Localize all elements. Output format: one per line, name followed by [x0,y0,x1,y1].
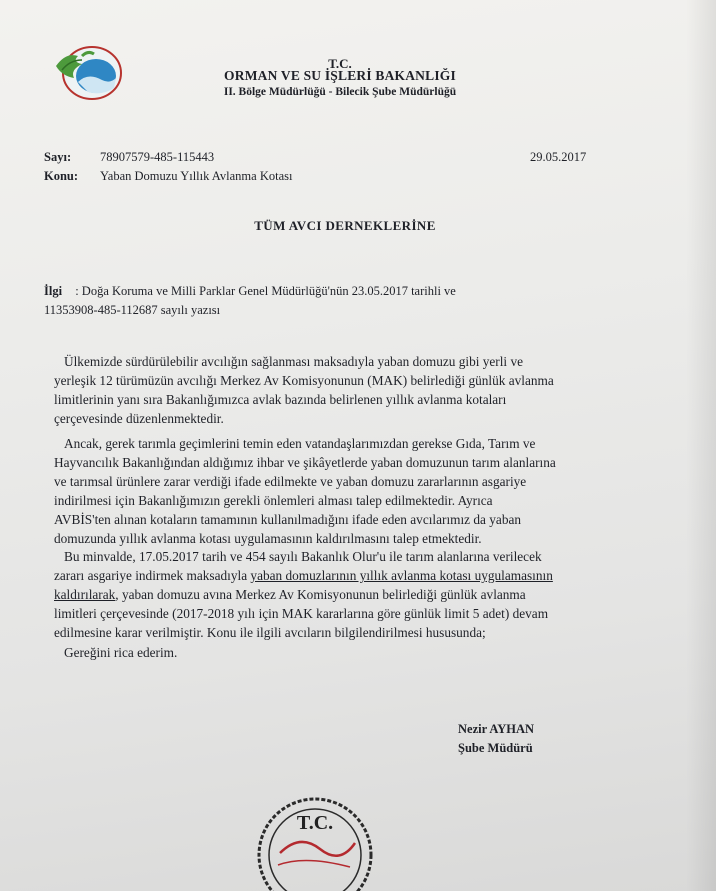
stamp-text: T.C. [296,812,334,834]
document-date: 29.05.2017 [530,150,587,164]
ministry-logo-icon [52,42,124,104]
para3-text: zararı asgariye indirmek maksadıyla [54,568,251,583]
ilgi-text-1: : Doğa Koruma ve Milli Parklar Genel Müdürlüğü'nün 23.05.2017 tarihli ve [75,284,456,298]
para1-line: Ülkemizde sürdürülebilir avcılığın sağlanması maksadıyla yaban domuzu gibi yerli ve [64,354,523,369]
para1-line: limitlerinin yanı sıra Bakanlığımızca avlak bazında belirlenen yıllık avlanma kotaları [54,392,507,407]
addressee-title: TÜM AVCI DERNEKLERİNE [254,218,436,233]
header-unit: II. Bölge Müdürlüğü - Bilecik Şube Müdürlüğü [223,86,457,98]
konu-value: Yaban Domuzu Yıllık Avlanma Kotası [100,169,293,183]
paragraph-2 [54,434,614,548]
sayi-label: Sayı: [44,150,72,164]
para3-line [54,566,614,585]
para2-line: indirilmesi için Bakanlığımızın gerekli önlemleri alması talep edilmektedir. Ayrıca [54,493,493,508]
header-tc: T.C. [328,56,352,71]
signature-name: Nezir AYHAN [458,722,535,736]
para2-line: ve tarımsal ürünlere zarar verdiği ifade edilmekte ve yaban domuzu zararlarının asgariye [54,474,527,489]
para3-line: Bu minvalde, 17.05.2017 tarih ve 454 sayılı Bakanlık Olur'u ile tarım alanlarına verilecek [64,549,542,564]
para2-line: Ancak, gerek tarımla geçimlerini temin eden vatandaşlarımızdan gerekse Gıda, Tarım ve [64,436,536,451]
para1-line: çerçevesinde düzenlenmektedir. [54,411,224,426]
signature-title: Şube Müdürü [458,741,533,755]
sayi-value: 78907579-485-115443 [100,150,215,164]
paragraph-3 [54,547,614,642]
para1-line: yerleşik 12 türümüzün avcılığı Merkez Av Komisyonunun (MAK) belirlediği günlük avlanma [54,373,554,388]
para2-line: Hayvancılık Bakanlığından aldığımız ihbar ve şikâyetlerde yaban domuzunun tarım alanlarına [54,455,556,470]
ilgi-label: İlgi [44,284,63,298]
para3-text: , yaban domuzu avına Merkez Av Komisyonunun belirlediği günlük avlanma [115,587,526,602]
ilgi-line-2: 11353908-485-112687 sayılı yazısı [44,303,221,317]
para2-line: AVBİS'ten alınan kotaların tamamının kullanılmadığını ifade eden avcılarımız da yaban [54,512,522,527]
closing-text: Gereğini rica ederim. [64,645,178,660]
ilgi-line-1 [44,284,456,299]
paragraph-1 [54,352,614,428]
para3-underlined: yaban domuzlarının yıllık avlanma kotası uygulamasının [250,568,553,583]
para3-underlined: kaldırılarak [54,587,116,602]
para3-line: edilmesine karar verilmiştir. Konu ile ilgili avcıların bilgilendirilmesi hususunda; [54,625,486,640]
para3-line [54,585,614,604]
para2-line: domuzunda yıllık avlanma kotası uygulamasının kaldırılmasını talep etmektedir. [54,531,482,546]
header-ministry: ORMAN VE SU İŞLERİ BAKANLIĞI [224,68,456,83]
official-stamp [250,793,380,891]
konu-label: Konu: [44,169,79,183]
para3-line: limitleri çerçevesinde (2017-2018 yılı için MAK kararlarına göre günlük limit 5 adet) devam [54,606,549,621]
